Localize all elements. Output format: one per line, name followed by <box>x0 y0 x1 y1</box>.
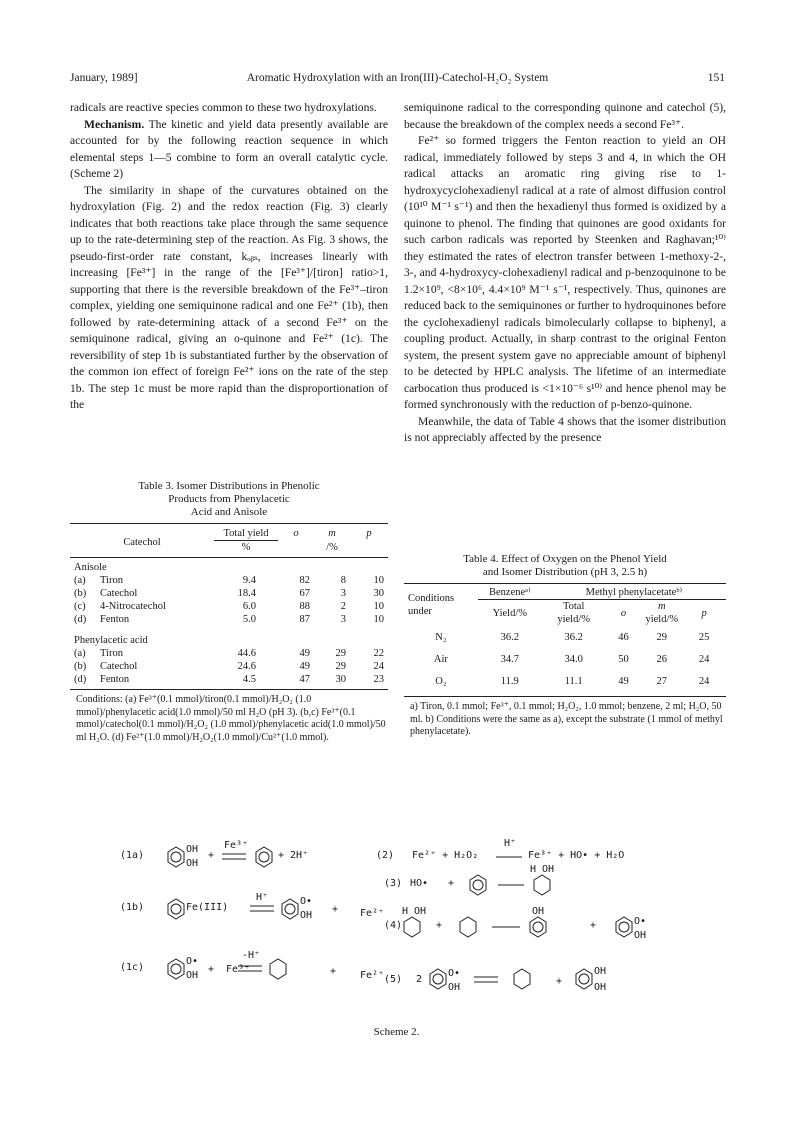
quinone-ring-4 <box>460 917 476 937</box>
table-row <box>70 647 388 660</box>
scheme-1c-o-radical: O• <box>186 956 199 967</box>
cyclohexadienyl-ring-4 <box>404 917 420 937</box>
catechol-ring-5 <box>576 969 592 989</box>
scheme-label-1c: (1c) <box>120 962 145 973</box>
table-4-header-conditions: Conditions under <box>404 584 478 627</box>
table-cell-name: Fenton <box>100 674 130 685</box>
semiquinone-ring-4 <box>616 917 632 937</box>
table-cell-yield: 9.4 <box>242 575 256 586</box>
table-cell-o: 46 <box>618 631 629 643</box>
table-cell-total-yield: 11.1 <box>564 675 583 687</box>
table-4-header-benzene: Benzeneᵃ⁾ <box>478 584 542 600</box>
scheme-1c-fe3: Fe³⁺ <box>226 964 251 975</box>
table-cell-m: 3 <box>340 614 346 625</box>
table-row <box>70 574 388 587</box>
scheme-4-oh: OH <box>634 930 647 941</box>
table-row <box>70 600 388 613</box>
table-cell-key: (c) <box>74 601 86 612</box>
scheme-label-5: (5) <box>384 974 403 985</box>
table-3-header-total-yield: Total yield <box>214 524 278 541</box>
scheme-1b-oh: OH <box>300 910 313 921</box>
benzene-ring-1a-reactant <box>168 847 184 867</box>
scheme-1a-fe3: Fe³⁺ <box>224 840 249 851</box>
table-cell-m: 8 <box>340 575 346 586</box>
table-cell-benzene-yield: 36.2 <box>500 631 519 643</box>
phenol-ring-4 <box>530 917 546 937</box>
table-3-header-p: p <box>366 528 372 540</box>
table-cell-condition: O₂ <box>435 675 447 687</box>
page-number: 151 <box>707 72 725 84</box>
scheme-2-drawing <box>120 838 720 1018</box>
scheme-5-oh: OH <box>448 982 461 993</box>
benzene-ring-1b-product <box>282 899 298 919</box>
scheme-1b-fe2: Fe²⁺ <box>360 908 385 919</box>
table-row <box>404 670 726 692</box>
table-cell-benzene-yield: 34.7 <box>500 653 519 665</box>
header-title: Aromatic Hydroxylation with an Iron(III)-Catechol-H₂O₂ System <box>246 72 549 84</box>
quinone-ring-5 <box>514 969 530 989</box>
table-4-header-isomer-yield: yield/% <box>645 614 679 625</box>
table-cell-o: 49 <box>299 648 310 659</box>
table-cell-name: Catechol <box>100 588 138 599</box>
table-3-caption: Table 3. Isomer Distributions in Phenolic Products from Phenylacetic Acid and Anisole <box>138 480 320 518</box>
table-cell-yield: 18.4 <box>237 588 256 599</box>
table-4-grid <box>404 583 726 697</box>
aromatic-circle-3-reactant <box>473 880 483 890</box>
table-4-header-yield: Yield/% <box>492 607 528 619</box>
cyclohexadienyl-ring-3-product <box>534 875 550 895</box>
scheme-4-plus-1: + <box>436 920 443 931</box>
scheme-1a-plus: + <box>208 850 215 861</box>
table-3-header-o: o <box>293 528 299 540</box>
table-cell-p: 24 <box>373 661 384 672</box>
table-cell-condition: N₂ <box>435 631 447 643</box>
table-row <box>70 613 388 626</box>
table-cell-m: 29 <box>335 661 346 672</box>
table-cell-o: 49 <box>299 661 310 672</box>
table-cell-o: 49 <box>618 675 629 687</box>
table-3-grid <box>70 523 388 690</box>
scheme-1c-fe2: Fe²⁺ <box>360 970 385 981</box>
table-4-footnote: a) Tiron, 0.1 mmol; Fe³⁺, 0.1 mmol; H₂O₂, 1.0 mmol; benzene, 2 ml; H₂O, 50 ml. b) Conditions were the same as a), except the substrate (1 mmol of methyl phenylacetate). <box>410 701 723 737</box>
table-cell-benzene-yield: 11.9 <box>500 675 519 687</box>
right-paragraph-3: Meanwhile, the data of Table 4 shows that the isomer distribution is not appreciably affected by the presence <box>404 414 726 444</box>
table-cell-o: 47 <box>299 674 310 685</box>
table-cell-m: 26 <box>656 653 668 665</box>
semiquinone-ring-5 <box>430 969 446 989</box>
table-cell-p: 22 <box>373 648 384 659</box>
scheme-2-catalyst: H⁺ <box>504 838 517 849</box>
table-cell-m: 30 <box>335 674 346 685</box>
table-cell-yield: 44.6 <box>237 648 256 659</box>
aromatic-circle-1b-product <box>285 904 295 914</box>
table-3-header-mpct: /% <box>326 541 338 553</box>
table-cell-m: 29 <box>656 631 668 643</box>
table-cell-m: 2 <box>340 601 346 612</box>
scheme-1b-plus: + <box>332 904 339 915</box>
right-paragraph-1: semiquinone radical to the corresponding quinone and catechol (5), because the breakdown of the complex needs a second Fe³⁺. <box>404 101 726 131</box>
right-column <box>404 100 726 447</box>
scheme-label-1b: (1b) <box>120 902 145 913</box>
table-cell-key: (d) <box>74 614 87 625</box>
table-4-header-total: Total yield/% <box>557 601 590 625</box>
right-paragraph-2: Fe²⁺ so formed triggers the Fenton reaction to yield an OH radical, immediately followed by steps 3 and 4, in which the OH radical attacks an aromatic ring giving rise to 1-hydroxycyclohexadienyl radical at a rate of almost diffusion control (10¹⁰ M⁻¹ s⁻¹) and then the hexadienyl thus formed is oxidized by a quinone to phenol. The finding that quinones are good oxidants for such carbon radicals was reported by Steenken and Raghavan;¹⁰⁾ they estimated the rates of electron transfer between 1-methoxy-2-, 3-, and 4-hydroxycy-clohexadienyl radical and p-benzoquinone to be 1.2×10⁹, <8×10⁶, 4.4×10⁹ M⁻¹ s⁻¹, respectively. Thus, quinones are reduced back to the semiquinones or further to hydroquinones before the cyclohexadienyl radicals bimolecularly collapse to biphenyl, a coupling product. Actually, in sharp contrast to the original Fenton system, the present system gave no appreciable amount of biphenyl to be detected by HPLC analysis. The lifetime of an intermediate carbocation thus produced is <1×10⁻⁶ s¹⁰⁾ and hence phenol may be formed synchronously with the reduction of p-benzo-quinone. <box>404 134 726 411</box>
aromatic-circle-1c-reactant <box>171 964 181 974</box>
table-cell-m: 27 <box>656 675 668 687</box>
table-cell-o: 82 <box>299 575 310 586</box>
table-4-header-m: m <box>658 601 666 612</box>
table-cell-yield: 5.0 <box>242 614 256 625</box>
table-cell-yield: 24.6 <box>237 661 256 672</box>
table-cell-o: 88 <box>299 601 310 612</box>
table-cell-name: Fenton <box>100 614 130 625</box>
benzene-ring-3-reactant <box>470 875 486 895</box>
table-cell-key: (a) <box>74 575 86 586</box>
left-column <box>70 100 388 414</box>
table-cell-total-yield: 34.0 <box>564 653 583 665</box>
scheme-label-1a: (1a) <box>120 850 145 861</box>
table-cell-name: Catechol <box>100 661 138 672</box>
scheme-label-3: (3) <box>384 878 403 889</box>
aromatic-circle-phenol-4 <box>533 922 543 932</box>
left-paragraph-2-text: The kinetic and yield data presently available are accounted for by the following reaction sequence in which elemental steps 1—5 combine to form an overall catalytic cycle. (Scheme 2) <box>70 117 388 180</box>
scheme-4-o-radical: O• <box>634 916 647 927</box>
scheme-5-oh-top: OH <box>594 966 607 977</box>
scheme-5-coefficient: 2 <box>416 974 423 985</box>
table-4 <box>404 553 726 739</box>
quinone-ring-1c-product <box>270 959 286 979</box>
table-cell-p: 30 <box>373 588 384 599</box>
scheme-1c-plus-2: + <box>330 966 337 977</box>
section-heading-mechanism: Mechanism. <box>84 117 145 131</box>
header-date: January, 1989] <box>70 72 138 84</box>
scheme-3-plus: + <box>448 878 455 889</box>
table-row <box>70 673 388 686</box>
scheme-label-2: (2) <box>376 850 395 861</box>
scheme-5-oh-bottom: OH <box>594 982 607 993</box>
scheme-5-plus: + <box>556 976 563 987</box>
scheme-caption: Scheme 2. <box>373 1026 420 1038</box>
table-cell-key: (d) <box>74 674 87 685</box>
scheme-1b-o-radical: O• <box>300 896 313 907</box>
table-4-header-p: p <box>701 607 707 619</box>
table-cell-o: 67 <box>299 588 310 599</box>
table-cell-p: 10 <box>373 601 384 612</box>
table-3-header-m: m <box>328 528 336 540</box>
table-4-header-o: o <box>620 607 627 619</box>
aromatic-circle-catechol-5 <box>579 974 589 984</box>
left-paragraph-2 <box>70 117 388 183</box>
benzene-ring-1b-reactant <box>168 899 184 919</box>
table-cell-condition: Air <box>433 653 448 665</box>
table-row <box>404 648 726 670</box>
table-cell-name: Tiron <box>100 648 123 659</box>
scheme-1a-oh-top: OH <box>186 844 199 855</box>
aromatic-circle-semiquinone-4 <box>619 922 629 932</box>
scheme-2-reactants: Fe²⁺ + H₂O₂ <box>412 850 479 861</box>
scheme-2 <box>120 838 720 1018</box>
aromatic-circle-semiquinone-5 <box>433 974 443 984</box>
scheme-1c-oh: OH <box>186 970 199 981</box>
table-cell-p: 23 <box>373 674 384 685</box>
scheme-2-products: Fe³⁺ + HO• + H₂O <box>528 850 625 861</box>
table-3-header-catechol: Catechol <box>70 524 214 558</box>
scheme-1b-fe-iii: Fe(III) <box>186 902 229 913</box>
left-paragraph-3: The similarity in shape of the curvatures obtained on the hydroxylation (Fig. 2) and the redox reaction (Fig. 3) clearly indicates that both reactions take place through the same sequence up to the rate-determining step of the reaction. As Fig. 3 shows, the pseudo-first-order rate constant, kₒᵦₛ, increases linearly with increasing [Fe³⁺] in the range of the [Fe³⁺]/[tiron] ratio>1, supporting that there is the reversible breakdown of the Fe³⁺–tiron complex, yielding one semiquinone radical and one Fe²⁺ (1b), then followed by rate-determining attack of a second Fe³⁺ on the semiquinone radical, giving an o-quinone and Fe²⁺ (1c). The reversibility of step 1b is substantiated further by the observation of the common ion effect of foreign Fe²⁺ ions on the rate of the step 1b. The step 1c must be more rapid than the disproportionation of the <box>70 183 388 411</box>
scheme-1b-h-plus: H⁺ <box>256 892 269 903</box>
running-header <box>70 72 725 88</box>
table-cell-o: 87 <box>299 614 310 625</box>
table-cell-p: 10 <box>373 614 384 625</box>
table-row <box>70 587 388 600</box>
scheme-3-ho-radical: HO• <box>410 878 429 889</box>
table-cell-o: 50 <box>618 653 629 665</box>
scheme-1a-oh-bottom: OH <box>186 858 199 869</box>
table-4-header-methyl: Methyl phenylacetateᵇ⁾ <box>542 584 726 600</box>
table-cell-total-yield: 36.2 <box>564 631 583 643</box>
table-cell-name: 4-Nitrocatechol <box>100 601 166 612</box>
table-cell-yield: 4.5 <box>242 674 256 685</box>
table-cell-name: Tiron <box>100 575 123 586</box>
table-row <box>404 626 726 648</box>
table-3-header-pct: % <box>241 542 251 553</box>
table-cell-p: 25 <box>698 631 710 643</box>
table-row <box>70 660 388 673</box>
table-3-group-phenylacetic: Phenylacetic acid <box>74 635 148 646</box>
scheme-1a-products: + 2H⁺ <box>278 850 309 861</box>
aromatic-circle-1a-product <box>259 852 269 862</box>
benzene-ring-1c-reactant <box>168 959 184 979</box>
table-4-caption: Table 4. Effect of Oxygen on the Phenol Yield and Isomer Distribution (pH 3, 2.5 h) <box>463 553 667 578</box>
aromatic-circle-1b-reactant <box>171 904 181 914</box>
table-cell-key: (b) <box>74 588 87 599</box>
scheme-4-phenol-oh: OH <box>532 906 545 917</box>
scheme-1c-plus: + <box>208 964 215 975</box>
aromatic-circle-1a-reactant <box>171 852 181 862</box>
scheme-5-o-radical: O• <box>448 968 461 979</box>
scheme-4-h-oh: H OH <box>402 906 427 917</box>
table-cell-p: 24 <box>698 675 710 687</box>
table-cell-m: 29 <box>335 648 346 659</box>
table-3-group-anisole: Anisole <box>70 558 388 575</box>
table-cell-p: 24 <box>698 653 710 665</box>
table-cell-m: 3 <box>340 588 346 599</box>
benzene-ring-1a-product <box>256 847 272 867</box>
table-3 <box>70 480 388 744</box>
left-paragraph-1: radicals are reactive species common to these two hydroxylations. <box>70 101 377 114</box>
scheme-label-4: (4) <box>384 920 403 931</box>
scheme-4-plus-2: + <box>590 920 597 931</box>
table-cell-key: (b) <box>74 661 87 672</box>
table-cell-key: (a) <box>74 648 86 659</box>
scheme-3-h-oh: H OH <box>530 864 555 875</box>
table-cell-p: 10 <box>373 575 384 586</box>
table-3-footnote: Conditions: (a) Fe³⁺(0.1 mmol)/tiron(0.1 mmol)/H₂O₂ (1.0 mmol)/phenylacetic acid(1.0 mmol)/50 ml H₂O (pH 3). (b,c) Fe³⁺(0.1 mmol)/catechol(0.1 mmol)/H₂O₂ (1.0 mmol)/phenylacetic acid(1.0 mmol)/50 ml H₂O. (d) Fe²⁺(1.0 mmol)/H₂O₂(1.0 mmol)/Cu²⁺(1.0 mmol). <box>76 694 386 743</box>
table-cell-yield: 6.0 <box>242 601 256 612</box>
scheme-1c-minus-h: -H⁺ <box>242 950 261 961</box>
